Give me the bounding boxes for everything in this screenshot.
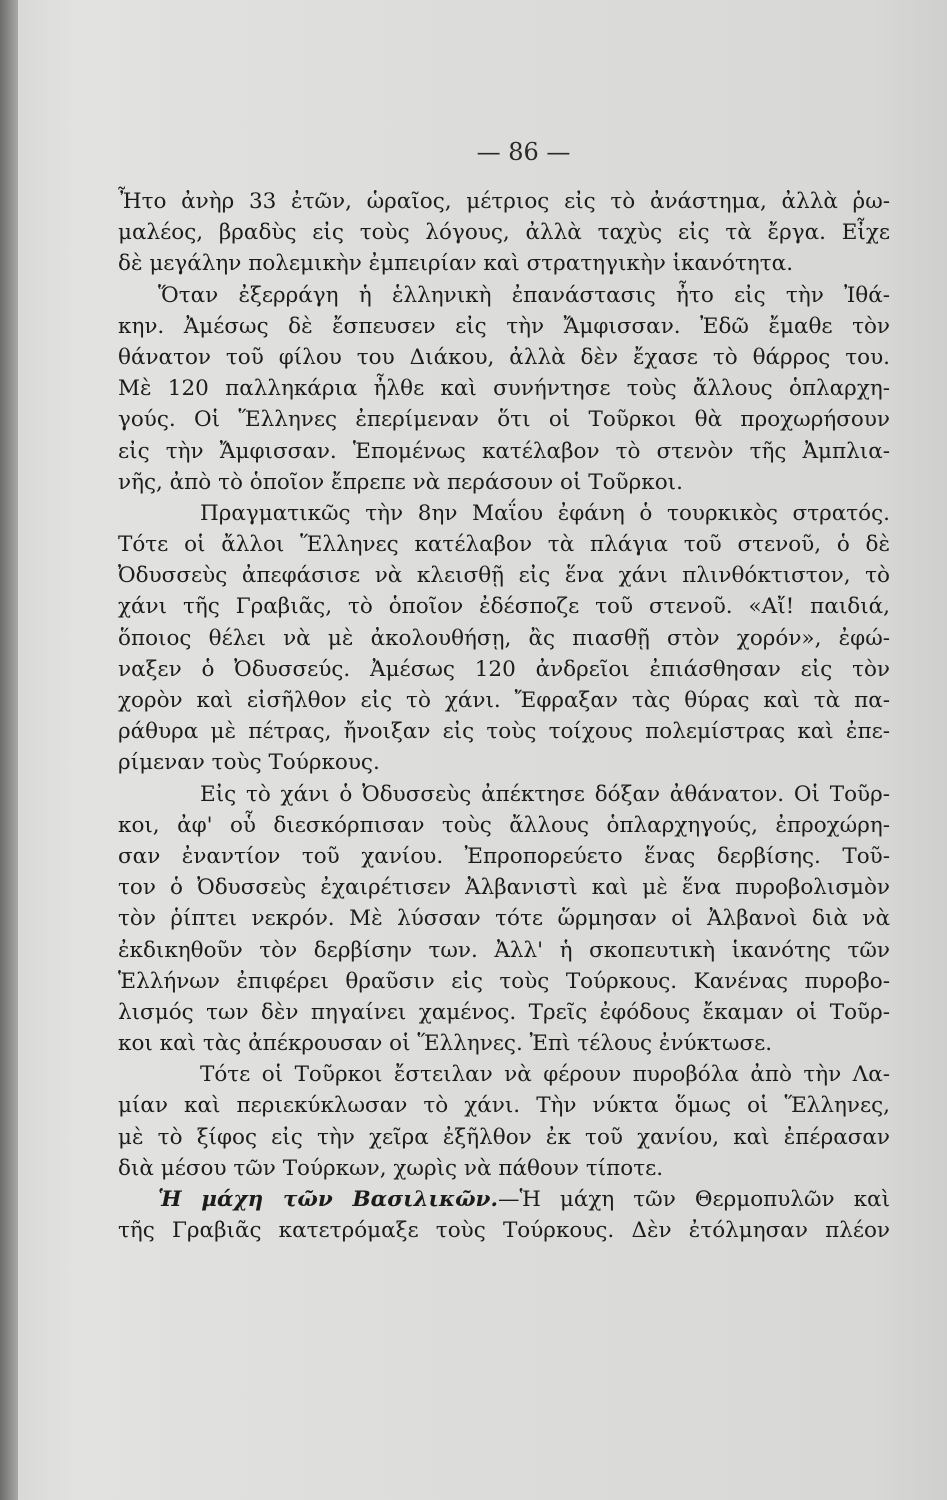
text-line: Μὲ 120 παλληκάρια ἦλθε καὶ συνήντησε τοὺς ἄλλους ὁπλαρχη- [118,376,890,402]
text-line: ράθυρα μὲ πέτρας, ἤνοιξαν εἰς τοὺς τοίχους πολεμίστρας καὶ ἐπε- [118,719,890,745]
text-line: Ὅταν ἐξερράγη ἡ ἑλληνικὴ ἐπανάστασις ἦτο εἰς τὴν Ἰθά- [158,282,890,308]
text-line: εἰς τὴν Ἄμφισσαν. Ἑπομένως κατέλαβον τὸ στενὸν τῆς Ἀμπλια- [118,438,890,464]
text-line: μαλέος, βραδὺς εἰς τοὺς λόγους, ἀλλὰ ταχὺς εἰς τὰ ἔργα. Εἶχε [118,220,890,246]
text-line: Ἑλλήνων ἐπιφέρει θραῦσιν εἰς τοὺς Τούρκους. Κανένας πυροβο- [118,968,890,994]
text-line: μὲ τὸ ξίφος εἰς τὴν χεῖρα ἐξῆλθον ἐκ τοῦ χανίου, καὶ ἐπέρασαν [118,1124,890,1150]
text-line: κοι καὶ τὰς ἀπέκρουσαν οἱ Ἕλληνες. Ἐπὶ τέλους ἐνύκτωσε. [118,1031,773,1057]
text-line: Τότε οἱ ἄλλοι Ἕλληνες κατέλαβον τὰ πλάγια τοῦ στενοῦ, ὁ δὲ [118,532,890,558]
text-line: κοι, ἀφ' οὗ διεσκόρπισαν τοὺς ἄλλους ὁπλαρχηγούς, ἐπροχώρη- [118,812,890,838]
heading-continuation: —Ἡ μάχη τῶν Θερμοπυλῶν καὶ [497,1187,891,1212]
text-line: χορὸν καὶ εἰσῆλθον εἰς τὸ χάνι. Ἔφραξαν τὰς θύρας καὶ τὰ πα- [118,688,890,713]
text-line: Πραγματικῶς τὴν 8ην Μαΐου ἐφάνη ὁ τουρκικὸς στρατός. [200,500,890,526]
text-line: ὅποιος θέλει νὰ μὲ ἀκολουθήσῃ, ἂς πιασθῇ στὸν χορόν», ἐφώ- [118,625,890,651]
body-text [118,186,890,1246]
text-line: Ὀδυσσεὺς ἀπεφάσισε νὰ κλεισθῇ εἰς ἕνα χάνι πλινθόκτιστον, τὸ [118,563,890,589]
text-line: τον ὁ Ὀδυσσεὺς ἐχαιρέτισεν Ἀλβανιστὶ καὶ μὲ ἕνα πυροβολισμὸν [118,875,890,901]
text-line: δὲ μεγάλην πολεμικὴν ἐμπειρίαν καὶ στρατηγικὴν ἱκανότητα. [118,251,794,277]
text-line: Εἰς τὸ χάνι ὁ Ὀδυσσεὺς ἀπέκτησε δόξαν ἀθάνατον. Οἱ Τοῦρ- [200,781,890,807]
text-line: μίαν καὶ περιεκύκλωσαν τὸ χάνι. Τὴν νύκτα ὅμως οἱ Ἕλληνες, [118,1093,890,1119]
text-line: λισμός των δὲν πηγαίνει χαμένος. Τρεῖς ἐφόδους ἔκαμαν οἱ Τοῦρ- [118,999,890,1025]
text-line: σαν ἐναντίον τοῦ χανίου. Ἐπροπορεύετο ἕνας δερβίσης. Τοῦ- [118,843,890,869]
text-line: νῆς, ἀπὸ τὸ ὁποῖον ἔπρεπε νὰ περάσουν οἱ Τοῦρκοι. [118,469,683,495]
text-line: ναξεν ὁ Ὀδυσσεύς. Ἀμέσως 120 ἀνδρεῖοι ἐπιάσθησαν εἰς τὸν [118,656,890,682]
text-line: ρίμεναν τοὺς Τούρκους. [118,750,380,776]
text-line: θάνατον τοῦ φίλου του Διάκου, ἀλλὰ δὲν ἔχασε τὸ θάρρος του. [118,344,890,370]
text-line: τὸν ῥίπτει νεκρόν. Μὲ λύσσαν τότε ὥρμησαν οἱ Ἀλβανοὶ διὰ νὰ [118,906,890,932]
page-number: — 86 — [476,138,571,166]
section-heading: Ἡ μάχη τῶν Βασιλικῶν. [158,1187,498,1212]
text-line: διὰ μέσου τῶν Τούρκων, χωρὶς νὰ πάθουν τίποτε. [118,1155,664,1181]
text-line [118,1184,890,1215]
text-line: ἐκδικηθοῦν τὸν δερβίσην των. Ἀλλ' ἡ σκοπευτικὴ ἱκανότης τῶν [118,937,890,963]
text-line: τῆς Γραβιᾶς κατετρόμαξε τοὺς Τούρκους. Δὲν ἐτόλμησαν πλέον [118,1218,890,1244]
text-line: γούς. Οἱ Ἕλληνες ἐπερίμεναν ὅτι οἱ Τοῦρκοι θὰ προχωρήσουν [118,407,890,433]
text-line: Ἦτο ἀνὴρ 33 ἐτῶν, ὡραῖος, μέτριος εἰς τὸ ἀνάστημα, ἀλλὰ ῥω- [118,189,890,214]
text-line: Τότε οἱ Τοῦρκοι ἔστειλαν νὰ φέρουν πυροβόλα ἀπὸ τὴν Λα- [200,1062,890,1088]
text-line: χάνι τῆς Γραβιᾶς, τὸ ὁποῖον ἐδέσποζε τοῦ στενοῦ. «Αἴ! παιδιά, [118,594,890,620]
text-line: κην. Ἀμέσως δὲ ἔσπευσεν εἰς τὴν Ἄμφισσαν. Ἐδῶ ἔμαθε τὸν [118,313,890,339]
